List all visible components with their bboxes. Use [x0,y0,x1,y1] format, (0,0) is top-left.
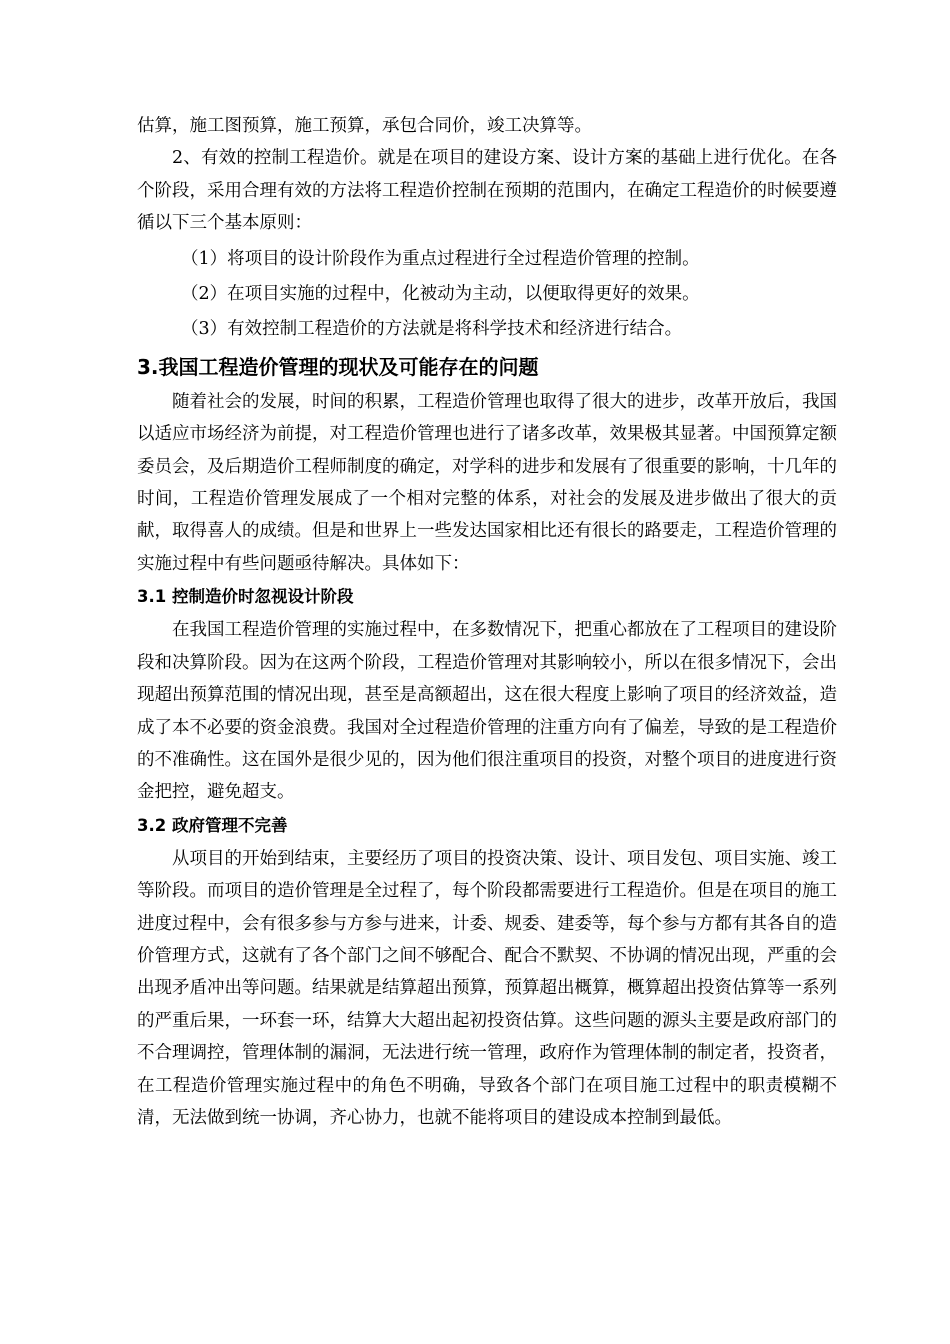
paragraph-current-status: 随着社会的发展，时间的积累，工程造价管理也取得了很大的进步，改革开放后，我国以适应市场经济为前提，对工程造价管理也进行了诸多改革，效果极其显著。中国预算定额委员会，及后期造价工程师制度的确定，对学科的进步和发展有了很重要的影响，十几年的时间，工程造价管理发展成了一个相对完整的体系，对社会的发展及进步做出了很大的贡献，取得喜人的成绩。但是和世界上一些发达国家相比还有很长的路要走，工程造价管理的实施过程中有些问题亟待解决。具体如下： [137,391,837,574]
document-page [137,110,837,1134]
principle-item-2: （2）在项目实施的过程中，化被动为主动，以便取得更好的效果。 [181,284,700,305]
subsection-heading-3-2: 3.2 政府管理不完善 [137,815,288,835]
subsection-heading-3-1: 3.1 控制造价时忽视设计阶段 [137,587,354,607]
section-heading-3: 3.我国工程造价管理的现状及可能存在的问题 [137,354,539,379]
paragraph-government-management: 从项目的开始到结束，主要经历了项目的投资决策、设计、项目发包、项目实施、竣工等阶段。而项目的造价管理是全过程了，每个阶段都需要进行工程造价。但是在项目的施工进度过程中，会有很多参与方参与进来，计委、规委、建委等，每个参与方都有其各自的造价管理方式，这就有了各个部门之间不够配合、配合不默契、不协调的情况出现，严重的会出现矛盾冲出等问题。结果就是结算超出预算，预算超出概算，概算超出投资估算等一系列的严重后果，一环套一环，结算大大超出起初投资估算。这些问题的源头主要是政府部门的不合理调控，管理体制的漏洞，无法进行统一管理，政府作为管理体制的制定者，投资者，在工程造价管理实施过程中的角色不明确，导致各个部门在项目施工过程中的职责模糊不清，无法做到统一协调，齐心协力，也就不能将项目的建设成本控制到最低。 [137,848,837,1128]
principle-item-3: （3）有效控制工程造价的方法就是将科学技术和经济进行结合。 [181,319,683,340]
paragraph-effective-control: 2、有效的控制工程造价。就是在项目的建设方案、设计方案的基础上进行优化。在各个阶段，采用合理有效的方法将工程造价控制在预期的范围内，在确定工程造价的时候要遵循以下三个基本原则： [137,148,837,234]
paragraph-design-stage: 在我国工程造价管理的实施过程中，在多数情况下，把重心都放在了工程项目的建设阶段和决算阶段。因为在这两个阶段，工程造价管理对其影响较小，所以在很多情况下，会出现超出预算范围的情况出现，甚至是高额超出，这在很大程度上影响了项目的经济效益，造成了本不必要的资金浪费。我国对全过程造价管理的注重方向有了偏差，导致的是工程造价的不准确性。这在国外是很少见的，因为他们很注重项目的投资，对整个项目的进度进行资金把控，避免超支。 [137,620,837,803]
paragraph-continuation: 估算，施工图预算，施工预算，承包合同价，竣工决算等。 [137,116,592,136]
principle-item-1: （1）将项目的设计阶段作为重点过程进行全过程造价管理的控制。 [181,248,700,269]
